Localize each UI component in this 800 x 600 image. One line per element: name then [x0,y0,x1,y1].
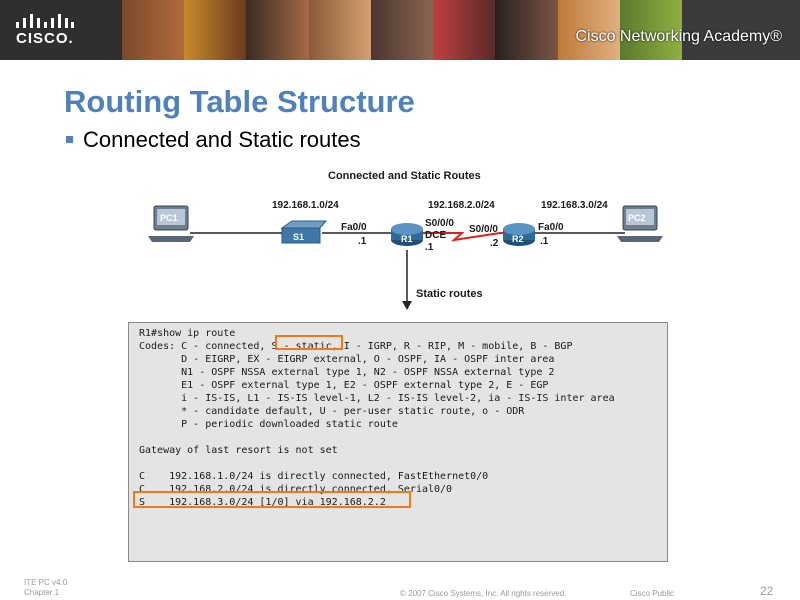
terminal-line: D - EIGRP, EX - EIGRP external, O - OSPF, IA - OSPF inter area [139,354,555,365]
terminal-line: S 192.168.3.0/24 [1/0] via 192.168.2.2 [139,497,386,508]
slide-subtitle: Connected and Static routes [83,127,361,152]
terminal-line [139,431,657,444]
network-label: 192.168.2.0/24 [428,200,495,211]
router-r2 [503,223,535,246]
interface-ip-label: .1 [425,242,434,253]
static-routes-callout: Static routes [416,288,483,300]
cisco-logo [0,0,122,60]
network-label: 192.168.1.0/24 [272,200,339,211]
terminal-line: E1 - OSPF external type 1, E2 - OSPF external type 2, E - EGP [139,380,549,391]
arrow-down-icon [402,301,412,310]
static-route-highlight [133,491,411,508]
photo-tile [246,0,308,60]
device-label: S1 [293,232,305,242]
page-number: 22 [760,584,774,598]
bullet-icon [66,136,73,143]
photo-tile [122,0,184,60]
terminal-line: N1 - OSPF NSSA external type 1, N2 - OSPF NSSA external type 2 [139,367,555,378]
header-banner [0,0,800,60]
footer-course-info [24,578,67,598]
photo-tile [433,0,495,60]
terminal-line: C 192.168.2.0/24 is directly connected, Serial0/0 [139,484,453,495]
device-label: R1 [401,234,413,244]
terminal-line: R1#show ip route [139,328,236,339]
topology-diagram [0,160,800,310]
interface-ip-label: .2 [490,238,499,249]
footer-copyright: © 2007 Cisco Systems, Inc. All rights reserved. [400,589,567,598]
interface-ip-label: .1 [358,236,367,247]
router-r1 [391,223,423,246]
photo-tile [495,0,557,60]
pc1-device [148,206,194,242]
diagram-title: Connected and Static Routes [328,170,481,182]
interface-label: Fa0/0 [341,222,367,233]
interface-label: S0/0/0 [469,224,498,235]
terminal-line: P - periodic downloaded static route [139,419,398,430]
terminal-line: Gateway of last resort is not set [139,445,338,456]
terminal-line: * - candidate default, U - per-user static route, o - ODR [139,406,525,417]
photo-tile [371,0,433,60]
network-label: 192.168.3.0/24 [541,200,608,211]
device-label: PC2 [628,213,646,223]
pc2-device [617,206,663,242]
routing-table-output [128,322,668,562]
photo-tile [309,0,371,60]
static-code-highlight [275,335,343,350]
terminal-line: i - IS-IS, L1 - IS-IS level-1, L2 - IS-IS level-2, ia - IS-IS inter area [139,393,615,404]
terminal-line: Codes: C - connected, S - static, I - IGRP, R - RIP, M - mobile, B - BGP [139,341,573,352]
terminal-line [139,457,657,470]
switch-s1 [282,221,326,243]
cisco-logo-text: CISCO. [16,30,74,47]
footer-classification: Cisco Public [630,589,675,598]
terminal-line: C 192.168.1.0/24 is directly connected, FastEthernet0/0 [139,471,489,482]
page-title: Routing Table Structure [64,84,415,119]
device-label: PC1 [160,213,178,223]
footer-course: ITE PC v4.0 [24,578,68,587]
cisco-bars-icon [16,12,74,32]
interface-label: Fa0/0 [538,222,564,233]
interface-label: S0/0/0 [425,218,454,229]
photo-tile [184,0,246,60]
device-label: R2 [512,234,524,244]
dce-label: DCE [425,230,447,241]
academy-brand: Cisco Networking Academy® [575,28,782,45]
slide-bullet [64,127,361,153]
footer-chapter: Chapter 1 [24,588,60,597]
interface-ip-label: .1 [540,236,549,247]
